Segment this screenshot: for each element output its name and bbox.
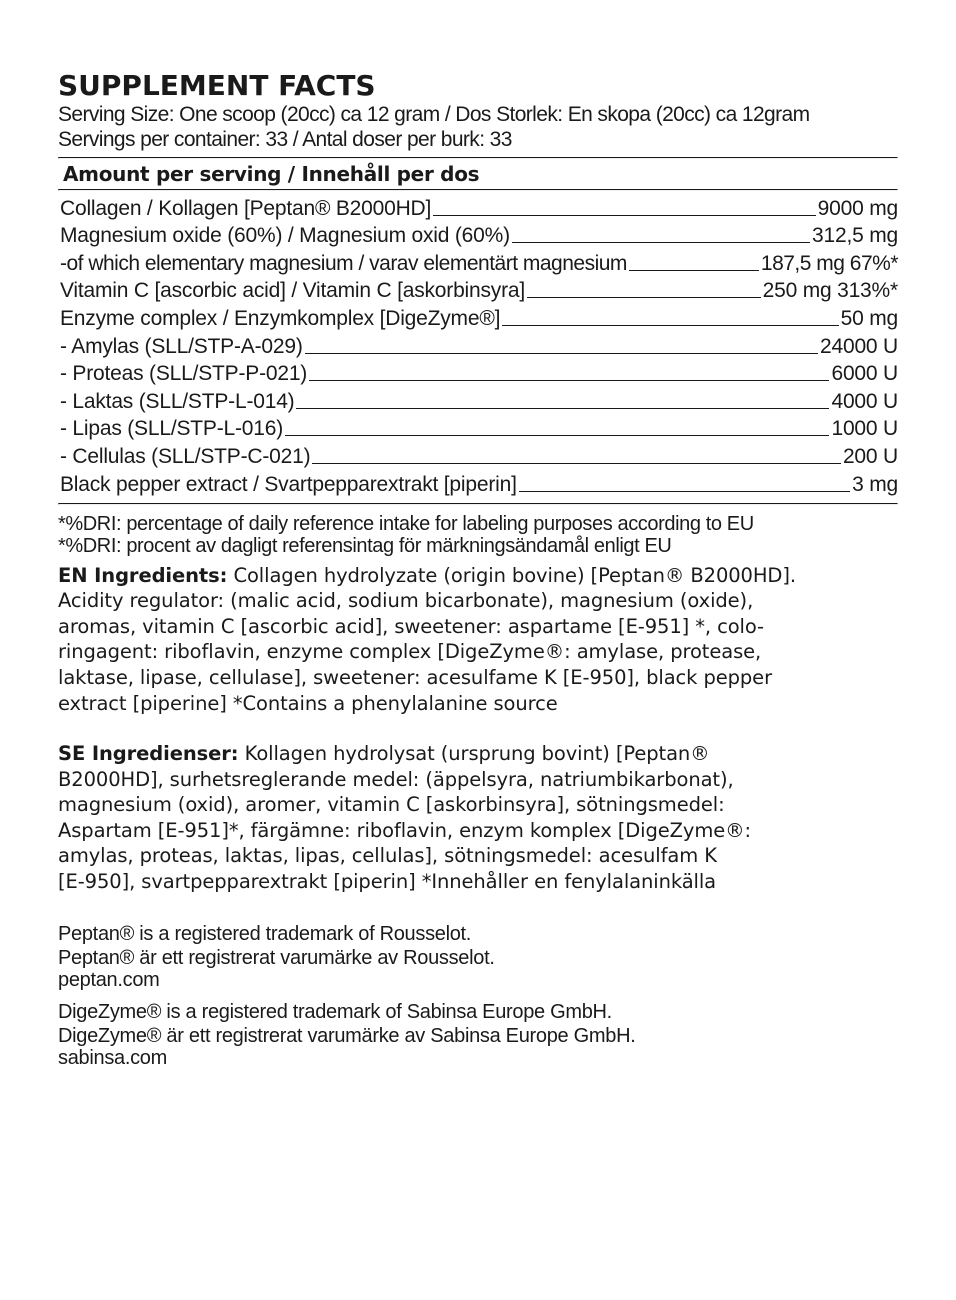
fact-label: Enzyme complex / Enzymkomplex [DigeZyme®] [60, 306, 501, 330]
ingredients-text: Collagen hydrolyzate (origin bovine) [Peptan® B2000HD]. [227, 563, 796, 587]
ingredients-line: amylas, proteas, laktas, lipas, cellulas], sötningsmedel: acesulfam K [58, 844, 717, 868]
fact-label: - Proteas (SLL/STP-P-021) [60, 362, 308, 386]
leader-line [512, 242, 810, 243]
leader-line [433, 215, 816, 216]
leader-line [296, 408, 829, 409]
ingredients-line [58, 741, 898, 767]
peptan-link[interactable]: peptan.com [58, 968, 160, 991]
trademark-digezyme [58, 1000, 898, 1068]
fact-label: - Amylas (SLL/STP-A-029) [60, 334, 303, 358]
fact-value: 200 U [842, 444, 898, 468]
fact-label: - Lipas (SLL/STP-L-016) [60, 417, 283, 441]
leader-line [312, 463, 841, 464]
fact-value: 9000 mg [817, 196, 898, 220]
page-title: SUPPLEMENT FACTS [58, 69, 376, 102]
ingredients-text: Kollagen hydrolysat (ursprung bovint) [Peptan® [238, 742, 710, 766]
supplement-facts-label [58, 70, 898, 1068]
fact-value: 4000 U [831, 389, 898, 413]
fact-row [58, 303, 898, 331]
ingredients-line: extract [piperine] *Contains a phenylalanine source [58, 691, 558, 715]
fact-label: Magnesium oxide (60%) / Magnesium oxid (60%) [60, 224, 510, 248]
facts-table [58, 193, 898, 497]
trademark-peptan [58, 922, 898, 990]
dri-note [58, 513, 898, 557]
ingredients-se [58, 741, 898, 895]
fact-row [58, 441, 898, 469]
fact-label: Black pepper extract / Svartpepparextrakt [piperin] [60, 472, 517, 496]
divider-bottom [58, 503, 898, 505]
fact-value: 312,5 mg [812, 224, 898, 248]
ingredients-line: aromas, vitamin C [ascorbic acid], sweetener: aspartame [E-951] *, colo- [58, 614, 764, 638]
leader-line [285, 435, 829, 436]
fact-label: Vitamin C [ascorbic acid] / Vitamin C [askorbinsyra] [60, 279, 526, 303]
fact-label: -of which elementary magnesium / varav elementärt magnesium [60, 251, 627, 275]
fact-row [58, 276, 898, 304]
ingredients-en [58, 563, 898, 717]
trademark-se: Peptan® är ett registrerat varumärke av Rousselot. [58, 946, 495, 969]
ingredients-line: Aspartam [E-951]*, färgämne: riboflavin, enzym komplex [DigeZyme®: [58, 818, 752, 842]
fact-value: 24000 U [820, 334, 898, 358]
ingredients-line: Acidity regulator: (malic acid, sodium bicarbonate), magnesium (oxide), [58, 589, 754, 613]
fact-label: - Laktas (SLL/STP-L-014) [60, 389, 295, 413]
ingredients-se-heading: SE Ingredienser: [58, 742, 239, 766]
ingredients-en-heading: EN Ingredients: [58, 563, 228, 587]
leader-line [527, 297, 761, 298]
leader-line [519, 491, 850, 492]
fact-row [58, 386, 898, 414]
leader-line [629, 270, 759, 271]
fact-row [58, 331, 898, 359]
ingredients-line [58, 563, 898, 589]
servings-per-container: Servings per container: 33 / Antal doser per burk: 33 [58, 128, 512, 151]
fact-value: 187,5 mg 67%* [760, 251, 898, 275]
fact-row [58, 414, 898, 442]
leader-line [502, 325, 838, 326]
trademark-se: DigeZyme® är ett registrerat varumärke av Sabinsa Europe GmbH. [58, 1024, 636, 1047]
fact-value: 6000 U [831, 362, 898, 386]
fact-label: - Cellulas (SLL/STP-C-021) [60, 444, 311, 468]
fact-value: 1000 U [831, 417, 898, 441]
dri-note-en: *%DRI: percentage of daily reference intake for labeling purposes according to EU [58, 512, 754, 535]
sabinsa-link[interactable]: sabinsa.com [58, 1046, 167, 1069]
fact-row [58, 221, 898, 249]
fact-row [58, 248, 898, 276]
fact-row [58, 193, 898, 221]
ingredients-line: [E-950], svartpepparextrakt [piperin] *Innehåller en fenylalaninkälla [58, 870, 717, 894]
ingredients-line: magnesium (oxid), aromer, vitamin C [askorbinsyra], sötningsmedel: [58, 793, 725, 817]
ingredients-line: ringagent: riboflavin, enzyme complex [DigeZyme®: amylase, protease, [58, 640, 762, 664]
fact-row [58, 469, 898, 497]
serving-size: Serving Size: One scoop (20cc) ca 12 gram / Dos Storlek: En skopa (20cc) ca 12gram [58, 103, 810, 126]
fact-value: 3 mg [852, 472, 898, 496]
fact-value: 50 mg [840, 306, 898, 330]
fact-label: Collagen / Kollagen [Peptan® B2000HD] [60, 196, 432, 220]
fact-row [58, 359, 898, 387]
divider-header [58, 189, 898, 191]
ingredients-line: laktase, lipase, cellulase], sweetener: acesulfame K [E-950], black pepper [58, 665, 772, 689]
leader-line [309, 380, 829, 381]
dri-note-se: *%DRI: procent av dagligt referensintag för märkningsändamål enligt EU [58, 534, 672, 557]
trademark-en: DigeZyme® is a registered trademark of Sabinsa Europe GmbH. [58, 1000, 612, 1023]
ingredients-line: B2000HD], surhetsreglerande medel: (äppelsyra, natriumbikarbonat), [58, 767, 734, 791]
amount-per-serving-heading: Amount per serving / Innehåll per dos [63, 162, 480, 186]
fact-value: 250 mg 313%* [762, 279, 898, 303]
trademark-en: Peptan® is a registered trademark of Rousselot. [58, 922, 472, 945]
leader-line [305, 353, 818, 354]
